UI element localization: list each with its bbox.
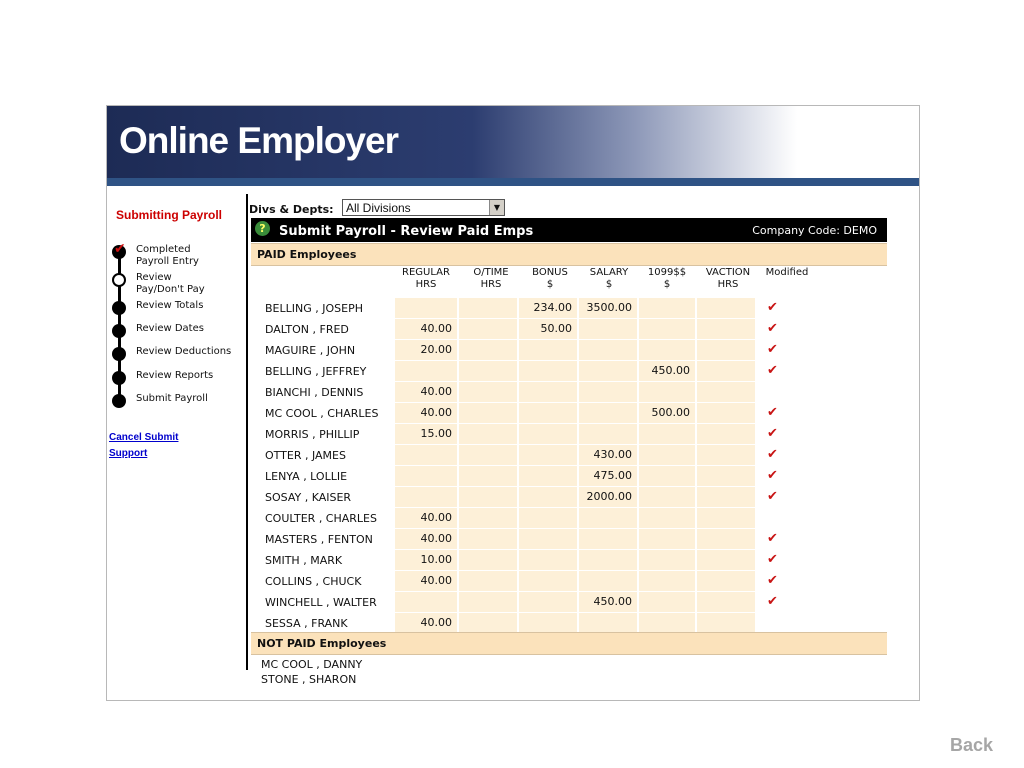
company-code: Company Code: DEMO — [752, 224, 877, 237]
check-mark-icon: ✔ — [767, 552, 778, 567]
employee-name: COLLINS , CHUCK — [265, 575, 362, 588]
employee-name: BELLING , JEFFREY — [265, 365, 367, 378]
cell-regular: 40.00 — [395, 508, 457, 528]
cell-regular — [395, 466, 457, 486]
cell-regular: 20.00 — [395, 340, 457, 360]
cell-bonus — [519, 466, 577, 486]
cell-overtime — [459, 466, 517, 486]
employee-name: MC COOL , CHARLES — [265, 407, 379, 420]
check-mark-icon: ✔ — [767, 531, 778, 546]
cell-overtime — [459, 550, 517, 570]
list-item[interactable]: STONE , SHARON — [261, 673, 357, 686]
check-mark-icon: ✔ — [767, 405, 778, 420]
check-mark-icon: ✔ — [767, 573, 778, 588]
cell-c1099 — [639, 487, 695, 507]
cell-vacation — [697, 571, 755, 591]
employee-name: MAGUIRE , JOHN — [265, 344, 356, 357]
check-mark-icon: ✔ — [767, 426, 778, 441]
back-button[interactable]: Back — [950, 735, 994, 755]
employee-name: OTTER , JAMES — [265, 449, 346, 462]
employee-name: BELLING , JOSEPH — [265, 302, 363, 315]
cell-bonus: 50.00 — [519, 319, 577, 339]
not-paid-section-header — [251, 632, 887, 655]
step-current-icon — [112, 273, 126, 287]
cell-vacation — [697, 424, 755, 444]
cell-regular — [395, 592, 457, 612]
cell-overtime — [459, 340, 517, 360]
check-mark-icon: ✔ — [767, 321, 778, 336]
cell-salary — [579, 319, 637, 339]
cell-regular: 15.00 — [395, 424, 457, 444]
step-label: Submit Payroll — [136, 393, 208, 404]
cell-salary — [579, 613, 637, 633]
cell-c1099 — [639, 613, 695, 633]
cell-salary: 3500.00 — [579, 298, 637, 318]
col-bonus: BONUS $ — [532, 267, 568, 290]
check-mark-icon: ✔ — [767, 489, 778, 504]
col-vacation: VACTION HRS — [705, 267, 751, 290]
employee-name: DALTON , FRED — [265, 323, 349, 336]
check-mark-icon: ✔ — [767, 300, 778, 315]
cell-regular: 40.00 — [395, 403, 457, 423]
cell-c1099: 500.00 — [639, 403, 695, 423]
cell-c1099 — [639, 382, 695, 402]
table-row[interactable] — [249, 361, 889, 382]
cell-c1099 — [639, 571, 695, 591]
employee-name: MORRIS , PHILLIP — [265, 428, 360, 441]
col-modified: Modified — [765, 267, 809, 278]
employee-name: LENYA , LOLLIE — [265, 470, 348, 483]
paid-section-header — [251, 243, 887, 266]
employee-name: SOSAY , KAISER — [265, 491, 352, 504]
cell-salary — [579, 529, 637, 549]
cell-bonus — [519, 403, 577, 423]
cell-salary — [579, 508, 637, 528]
banner-strip — [107, 178, 919, 186]
paid-section-title: PAID Employees — [257, 248, 357, 261]
cell-bonus — [519, 340, 577, 360]
employee-name: WINCHELL , WALTER — [265, 596, 377, 609]
cell-salary — [579, 382, 637, 402]
check-mark-icon: ✔ — [767, 468, 778, 483]
cell-bonus — [519, 424, 577, 444]
sidebar-divider — [246, 194, 248, 670]
support-link[interactable]: Support — [109, 448, 148, 459]
table-row[interactable] — [249, 340, 889, 361]
page-header — [251, 218, 887, 242]
app-title: Online Employer — [119, 120, 399, 161]
employee-name: BIANCHI , DENNIS — [265, 386, 364, 399]
cell-c1099 — [639, 466, 695, 486]
step-label: Review Pay/Don't Pay — [136, 272, 205, 295]
cell-overtime — [459, 445, 517, 465]
cell-regular: 40.00 — [395, 529, 457, 549]
col-salary: SALARY $ — [589, 267, 629, 290]
cell-overtime — [459, 529, 517, 549]
cell-salary — [579, 361, 637, 381]
step-dot-icon — [112, 371, 126, 385]
main-panel — [249, 186, 919, 700]
cell-regular: 40.00 — [395, 319, 457, 339]
cell-vacation — [697, 613, 755, 633]
cell-vacation — [697, 361, 755, 381]
cell-overtime — [459, 592, 517, 612]
cell-salary: 430.00 — [579, 445, 637, 465]
sidebar — [107, 186, 245, 700]
cell-salary: 450.00 — [579, 592, 637, 612]
cell-c1099 — [639, 592, 695, 612]
cell-overtime — [459, 508, 517, 528]
not-paid-section-title: NOT PAID Employees — [257, 637, 387, 650]
cell-overtime — [459, 487, 517, 507]
cell-bonus — [519, 445, 577, 465]
table-row[interactable] — [249, 298, 889, 319]
table-row[interactable] — [249, 508, 889, 529]
cell-regular: 40.00 — [395, 382, 457, 402]
cell-vacation — [697, 403, 755, 423]
cell-c1099 — [639, 340, 695, 360]
cell-salary — [579, 550, 637, 570]
cell-regular — [395, 487, 457, 507]
division-select[interactable] — [342, 199, 505, 216]
employee-name: MASTERS , FENTON — [265, 533, 373, 546]
cell-bonus — [519, 382, 577, 402]
table-row[interactable] — [249, 319, 889, 340]
cell-regular: 40.00 — [395, 571, 457, 591]
check-mark-icon: ✔ — [767, 342, 778, 357]
division-select-value: All Divisions — [346, 201, 411, 215]
cell-bonus — [519, 529, 577, 549]
cell-regular — [395, 361, 457, 381]
table-row[interactable] — [249, 613, 889, 634]
table-row[interactable] — [249, 487, 889, 508]
cell-salary — [579, 424, 637, 444]
table-row[interactable] — [249, 550, 889, 571]
cell-vacation — [697, 550, 755, 570]
cell-c1099 — [639, 529, 695, 549]
step-dot-icon — [112, 394, 126, 408]
cell-overtime — [459, 382, 517, 402]
cell-c1099 — [639, 445, 695, 465]
cell-regular: 40.00 — [395, 613, 457, 633]
cell-vacation — [697, 340, 755, 360]
col-overtime: O/TIME HRS — [473, 267, 509, 290]
cell-overtime — [459, 571, 517, 591]
cell-vacation — [697, 466, 755, 486]
cell-bonus — [519, 592, 577, 612]
cell-salary — [579, 340, 637, 360]
cell-c1099 — [639, 550, 695, 570]
col-regular: REGULAR HRS — [402, 267, 450, 290]
cell-vacation — [697, 508, 755, 528]
cell-vacation — [697, 298, 755, 318]
page-title: Submit Payroll - Review Paid Emps — [279, 224, 534, 239]
step-dot-icon — [112, 324, 126, 338]
cell-c1099 — [639, 424, 695, 444]
step-label: Review Deductions — [136, 346, 232, 357]
col-1099: 1099$$ $ — [647, 267, 687, 290]
cell-vacation — [697, 445, 755, 465]
table-row[interactable] — [249, 571, 889, 592]
division-filter-label: Divs & Depts: — [249, 203, 334, 216]
employee-name: COULTER , CHARLES — [265, 512, 377, 525]
cancel-submit-link[interactable]: Cancel Submit — [109, 432, 179, 443]
cell-c1099 — [639, 298, 695, 318]
cell-regular — [395, 298, 457, 318]
cell-regular — [395, 445, 457, 465]
step-label: Review Dates — [136, 323, 204, 334]
step-label: Review Totals — [136, 300, 204, 311]
cell-c1099 — [639, 319, 695, 339]
table-row[interactable] — [249, 403, 889, 424]
cell-overtime — [459, 613, 517, 633]
cell-overtime — [459, 403, 517, 423]
table-row[interactable] — [249, 592, 889, 613]
cell-bonus — [519, 487, 577, 507]
cell-vacation — [697, 382, 755, 402]
table-row[interactable] — [249, 466, 889, 487]
cell-c1099 — [639, 508, 695, 528]
app-window — [106, 105, 920, 701]
check-mark-icon: ✔ — [767, 594, 778, 609]
table-row[interactable] — [249, 529, 889, 550]
cell-overtime — [459, 319, 517, 339]
cell-salary — [579, 403, 637, 423]
cell-salary — [579, 571, 637, 591]
cell-vacation — [697, 592, 755, 612]
help-icon[interactable]: ? — [255, 221, 270, 236]
cell-bonus — [519, 613, 577, 633]
cell-salary: 2000.00 — [579, 487, 637, 507]
check-mark-icon: ✔ — [767, 363, 778, 378]
table-row[interactable] — [249, 424, 889, 445]
chevron-down-icon[interactable]: ▼ — [489, 200, 504, 215]
cell-bonus — [519, 571, 577, 591]
step-dot-icon — [112, 347, 126, 361]
list-item[interactable]: MC COOL , DANNY — [261, 658, 363, 671]
sidebar-heading: Submitting Payroll — [116, 208, 223, 222]
employee-name: SMITH , MARK — [265, 554, 343, 567]
cell-overtime — [459, 361, 517, 381]
banner — [107, 106, 919, 178]
step-label: Completed Payroll Entry — [136, 244, 199, 267]
cell-bonus: 234.00 — [519, 298, 577, 318]
cell-vacation — [697, 319, 755, 339]
step-check-icon: ✔ — [114, 241, 126, 257]
cell-overtime — [459, 424, 517, 444]
employee-name: SESSA , FRANK — [265, 617, 348, 630]
cell-bonus — [519, 508, 577, 528]
cell-regular: 10.00 — [395, 550, 457, 570]
check-mark-icon: ✔ — [767, 447, 778, 462]
cell-vacation — [697, 529, 755, 549]
cell-bonus — [519, 361, 577, 381]
cell-bonus — [519, 550, 577, 570]
cell-vacation — [697, 487, 755, 507]
cell-salary: 475.00 — [579, 466, 637, 486]
step-dot-icon — [112, 301, 126, 315]
table-row[interactable] — [249, 445, 889, 466]
step-label: Review Reports — [136, 370, 214, 381]
cell-overtime — [459, 298, 517, 318]
cell-c1099: 450.00 — [639, 361, 695, 381]
table-row[interactable] — [249, 382, 889, 403]
